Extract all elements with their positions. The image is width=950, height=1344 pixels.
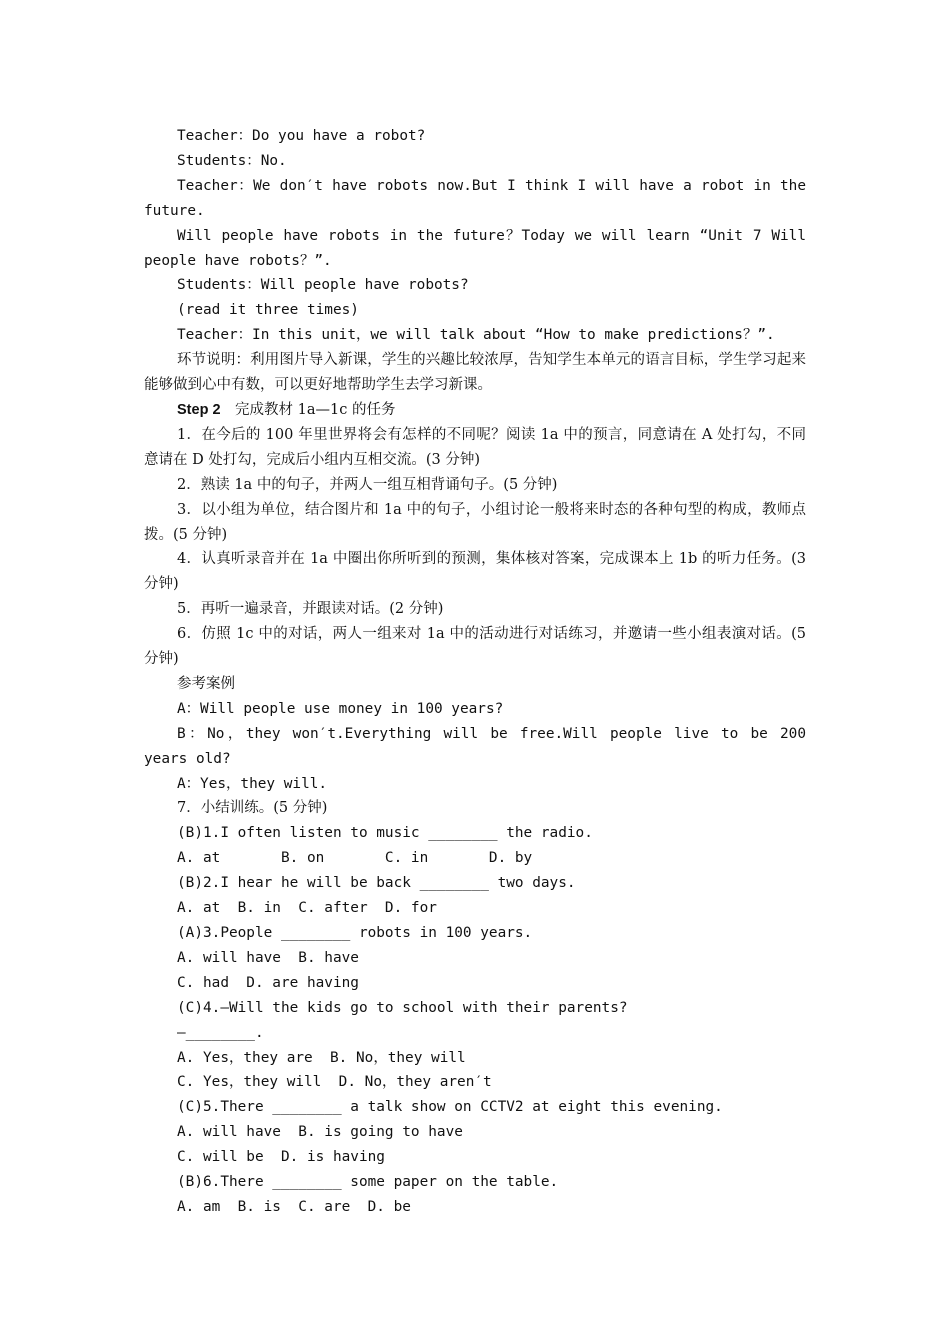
question-stem: (A)3.People ________ robots in 100 years. (177, 925, 533, 941)
example-label: 参考案例 (177, 675, 235, 692)
dialog-line: (read it three times) (177, 302, 359, 319)
task-item: 2．熟读 1a 中的句子，并两人一组互相背诵句子。(5 分钟) (177, 476, 558, 493)
question-options: A. will have B. is going to have (177, 1124, 463, 1141)
dialog-line: Will people have robots in the future？Today we will learn “Unit 7 Will people have robots？”. (144, 227, 806, 269)
example-dialog-line: A：Will people use money in 100 years? (177, 700, 504, 717)
question-options: A. Yes，they are B. No，they will (177, 1049, 466, 1066)
task-item: 1．在今后的 100 年里世界将会有怎样的不同呢？阅读 1a 中的预言，同意请在 A 处打勾，不同意请在 D 处打勾，完成后小组内互相交流。(3 分钟) (144, 426, 806, 468)
practice-title: 7．小结训练。(5 分钟) (177, 800, 328, 817)
question-answer-blank: —________. (177, 1024, 264, 1041)
question-options: A. am B. is C. are D. be (177, 1198, 411, 1215)
document-page (144, 124, 806, 1220)
task-item: 4．认真听录音并在 1a 中圈出你所听到的预测，集体核对答案，完成课本上 1b 的听力任务。(3 分钟) (144, 551, 806, 593)
step-heading (144, 398, 806, 423)
question-options: C. had D. are having (177, 974, 359, 991)
example-dialog-line: A：Yes，they will. (177, 775, 328, 792)
dialog-line: Teacher：In this unit，we will talk about “How to make predictions？”. (177, 327, 775, 344)
question-options: C. will be D. is having (177, 1149, 385, 1166)
question-stem: (B)1.I often listen to music ________ the radio. (177, 825, 593, 842)
dialog-line: Students：Will people have robots? (177, 277, 469, 294)
question-stem: (B)2.I hear he will be back ________ two days. (177, 875, 576, 892)
task-item: 6．仿照 1c 中的对话，两人一组来对 1a 中的活动进行对话练习，并邀请一些小组表演对话。(5 分钟) (144, 626, 806, 668)
step-label: Step 2 (177, 401, 221, 418)
step-title: 完成教材 1a—1c 的任务 (235, 401, 396, 418)
dialog-line: Teacher：We don′t have robots now.But I think I will have a robot in the future. (144, 177, 806, 219)
section-note: 环节说明：利用图片导入新课，学生的兴趣比较浓厚，告知学生本单元的语言目标，学生学习起来能够做到心中有数，可以更好地帮助学生去学习新课。 (144, 352, 806, 394)
question-stem: (C)5.There ________ a talk show on CCTV2 at eight this evening. (177, 1099, 723, 1116)
question-options: C. Yes，they will D. No，they aren′t (177, 1074, 492, 1091)
question-stem: (B)6.There ________ some paper on the table. (177, 1174, 559, 1191)
example-dialog-line: B：No，they won′t.Everything will be free.Will people live to be 200 years old? (144, 725, 806, 767)
question-stem: (C)4.—Will the kids go to school with their parents? (177, 999, 628, 1016)
dialog-line: Teacher：Do you have a robot? (177, 128, 426, 144)
task-item: 5．再听一遍录音，并跟读对话。(2 分钟) (177, 601, 444, 618)
task-item: 3．以小组为单位，结合图片和 1a 中的句子，小组讨论一般将来时态的各种句型的构成，教师点拨。(5 分钟) (144, 501, 806, 543)
question-options: A. at B. on C. in D. by (177, 850, 533, 867)
dialog-line: Students：No. (177, 152, 287, 169)
question-options: A. at B. in C. after D. for (177, 900, 437, 917)
question-options: A. will have B. have (177, 949, 359, 966)
